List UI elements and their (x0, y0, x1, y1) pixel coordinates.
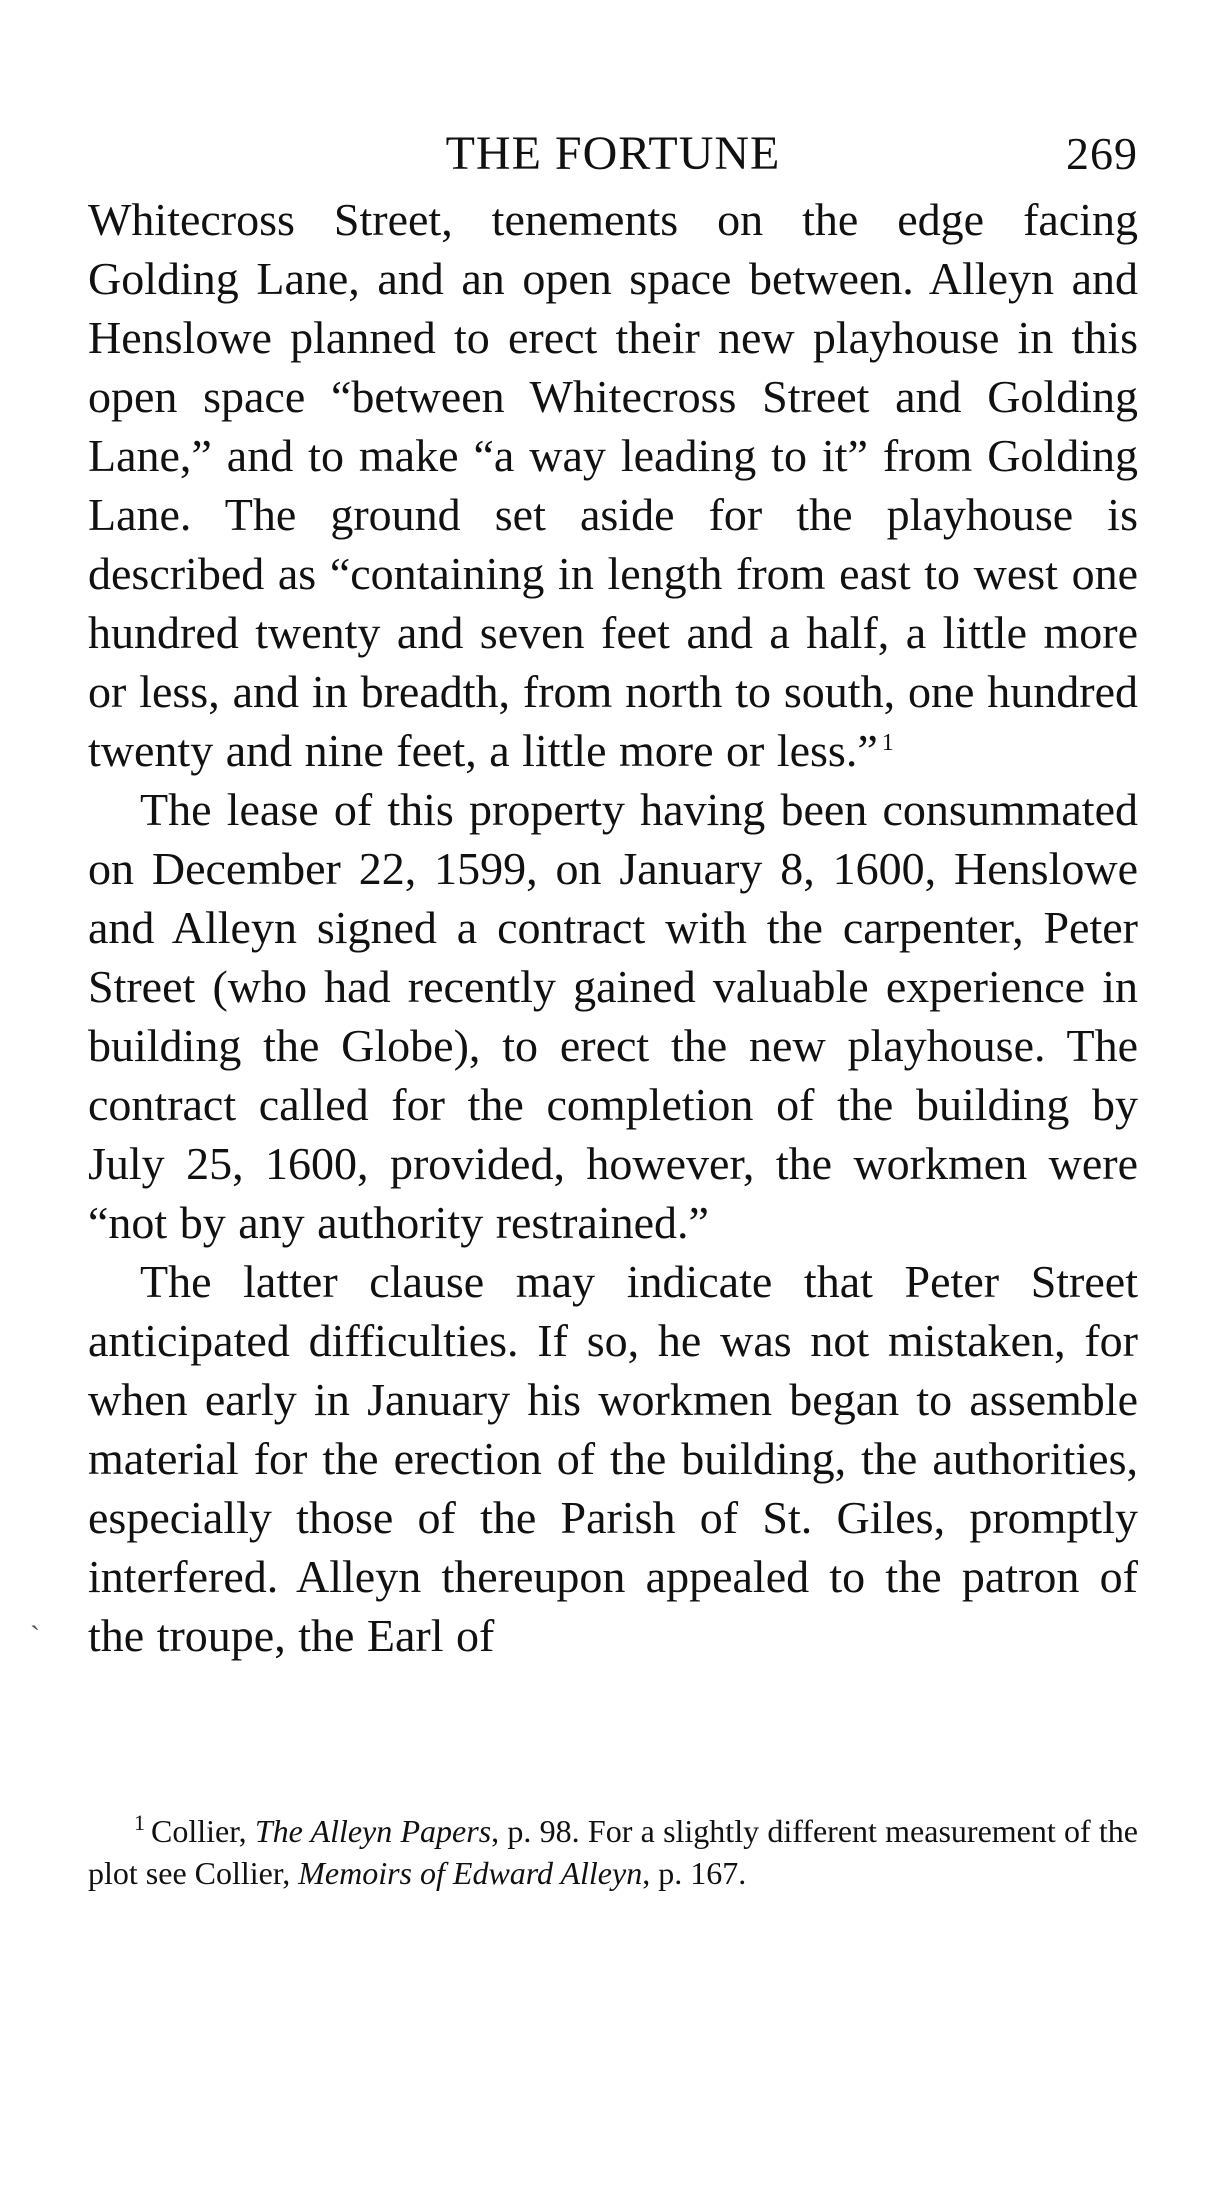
margin-mark: ` (30, 1620, 40, 1653)
footnote-number: 1 (134, 1810, 145, 1836)
page-number: 269 (1066, 128, 1138, 179)
book-page (88, 118, 1138, 1665)
paragraph (88, 190, 1138, 780)
paragraph-text: Whitecross Street, tenements on the edge facing Golding Lane, and an open space between. Alleyn and Henslowe planned to erect their new playhouse in this open space “between Whitecross Street and Golding Lane,” and to make “a way leading to it” from Golding Lane. The ground set aside for the playhouse is described as “containing in length from east to west one hundred twenty and seven feet and a half, a little more or less, and in breadth, from north to south, one hundred twenty and nine feet, a little more or less.” (88, 194, 1138, 776)
footnote-text: Collier, (151, 1813, 247, 1849)
footnote-title: The Alleyn Papers (254, 1813, 492, 1849)
paragraph-text: The latter clause may indicate that Peter Street anticipated difficulties. If so, he was not mistaken, for when early in January his workmen began to assemble material for the erection of the building, the authorities, especially those of the Parish of St. Giles, promptly interfered. Alleyn thereupon appealed to the patron of the troupe, the Earl of (88, 1256, 1138, 1661)
chapter-title: THE FORTUNE (445, 127, 781, 180)
body-text (88, 190, 1138, 1665)
footnote (88, 1810, 1138, 1894)
footnote-text: , p. 167. (642, 1855, 747, 1891)
paragraph-text: The lease of this property having been consummated on December 22, 1599, on January 8, 1600, Henslowe and Alleyn signed a contract with the carpenter, Peter Street (who had recently gained valuable experience in building the Globe), to erect the new playhouse. The contract called for the completion of the building by July 25, 1600, provided, however, the workmen were “not by any authority restrained.” (88, 784, 1138, 1248)
footnote-text: , p. 98. For a slightly different measurement of the plot see Collier, (88, 1813, 1138, 1891)
running-head (88, 118, 1138, 190)
footnote-title: Memoirs of Edward Alleyn (298, 1855, 643, 1891)
paragraph (88, 1252, 1138, 1665)
paragraph (88, 780, 1138, 1252)
footnote-reference: 1 (881, 729, 894, 756)
